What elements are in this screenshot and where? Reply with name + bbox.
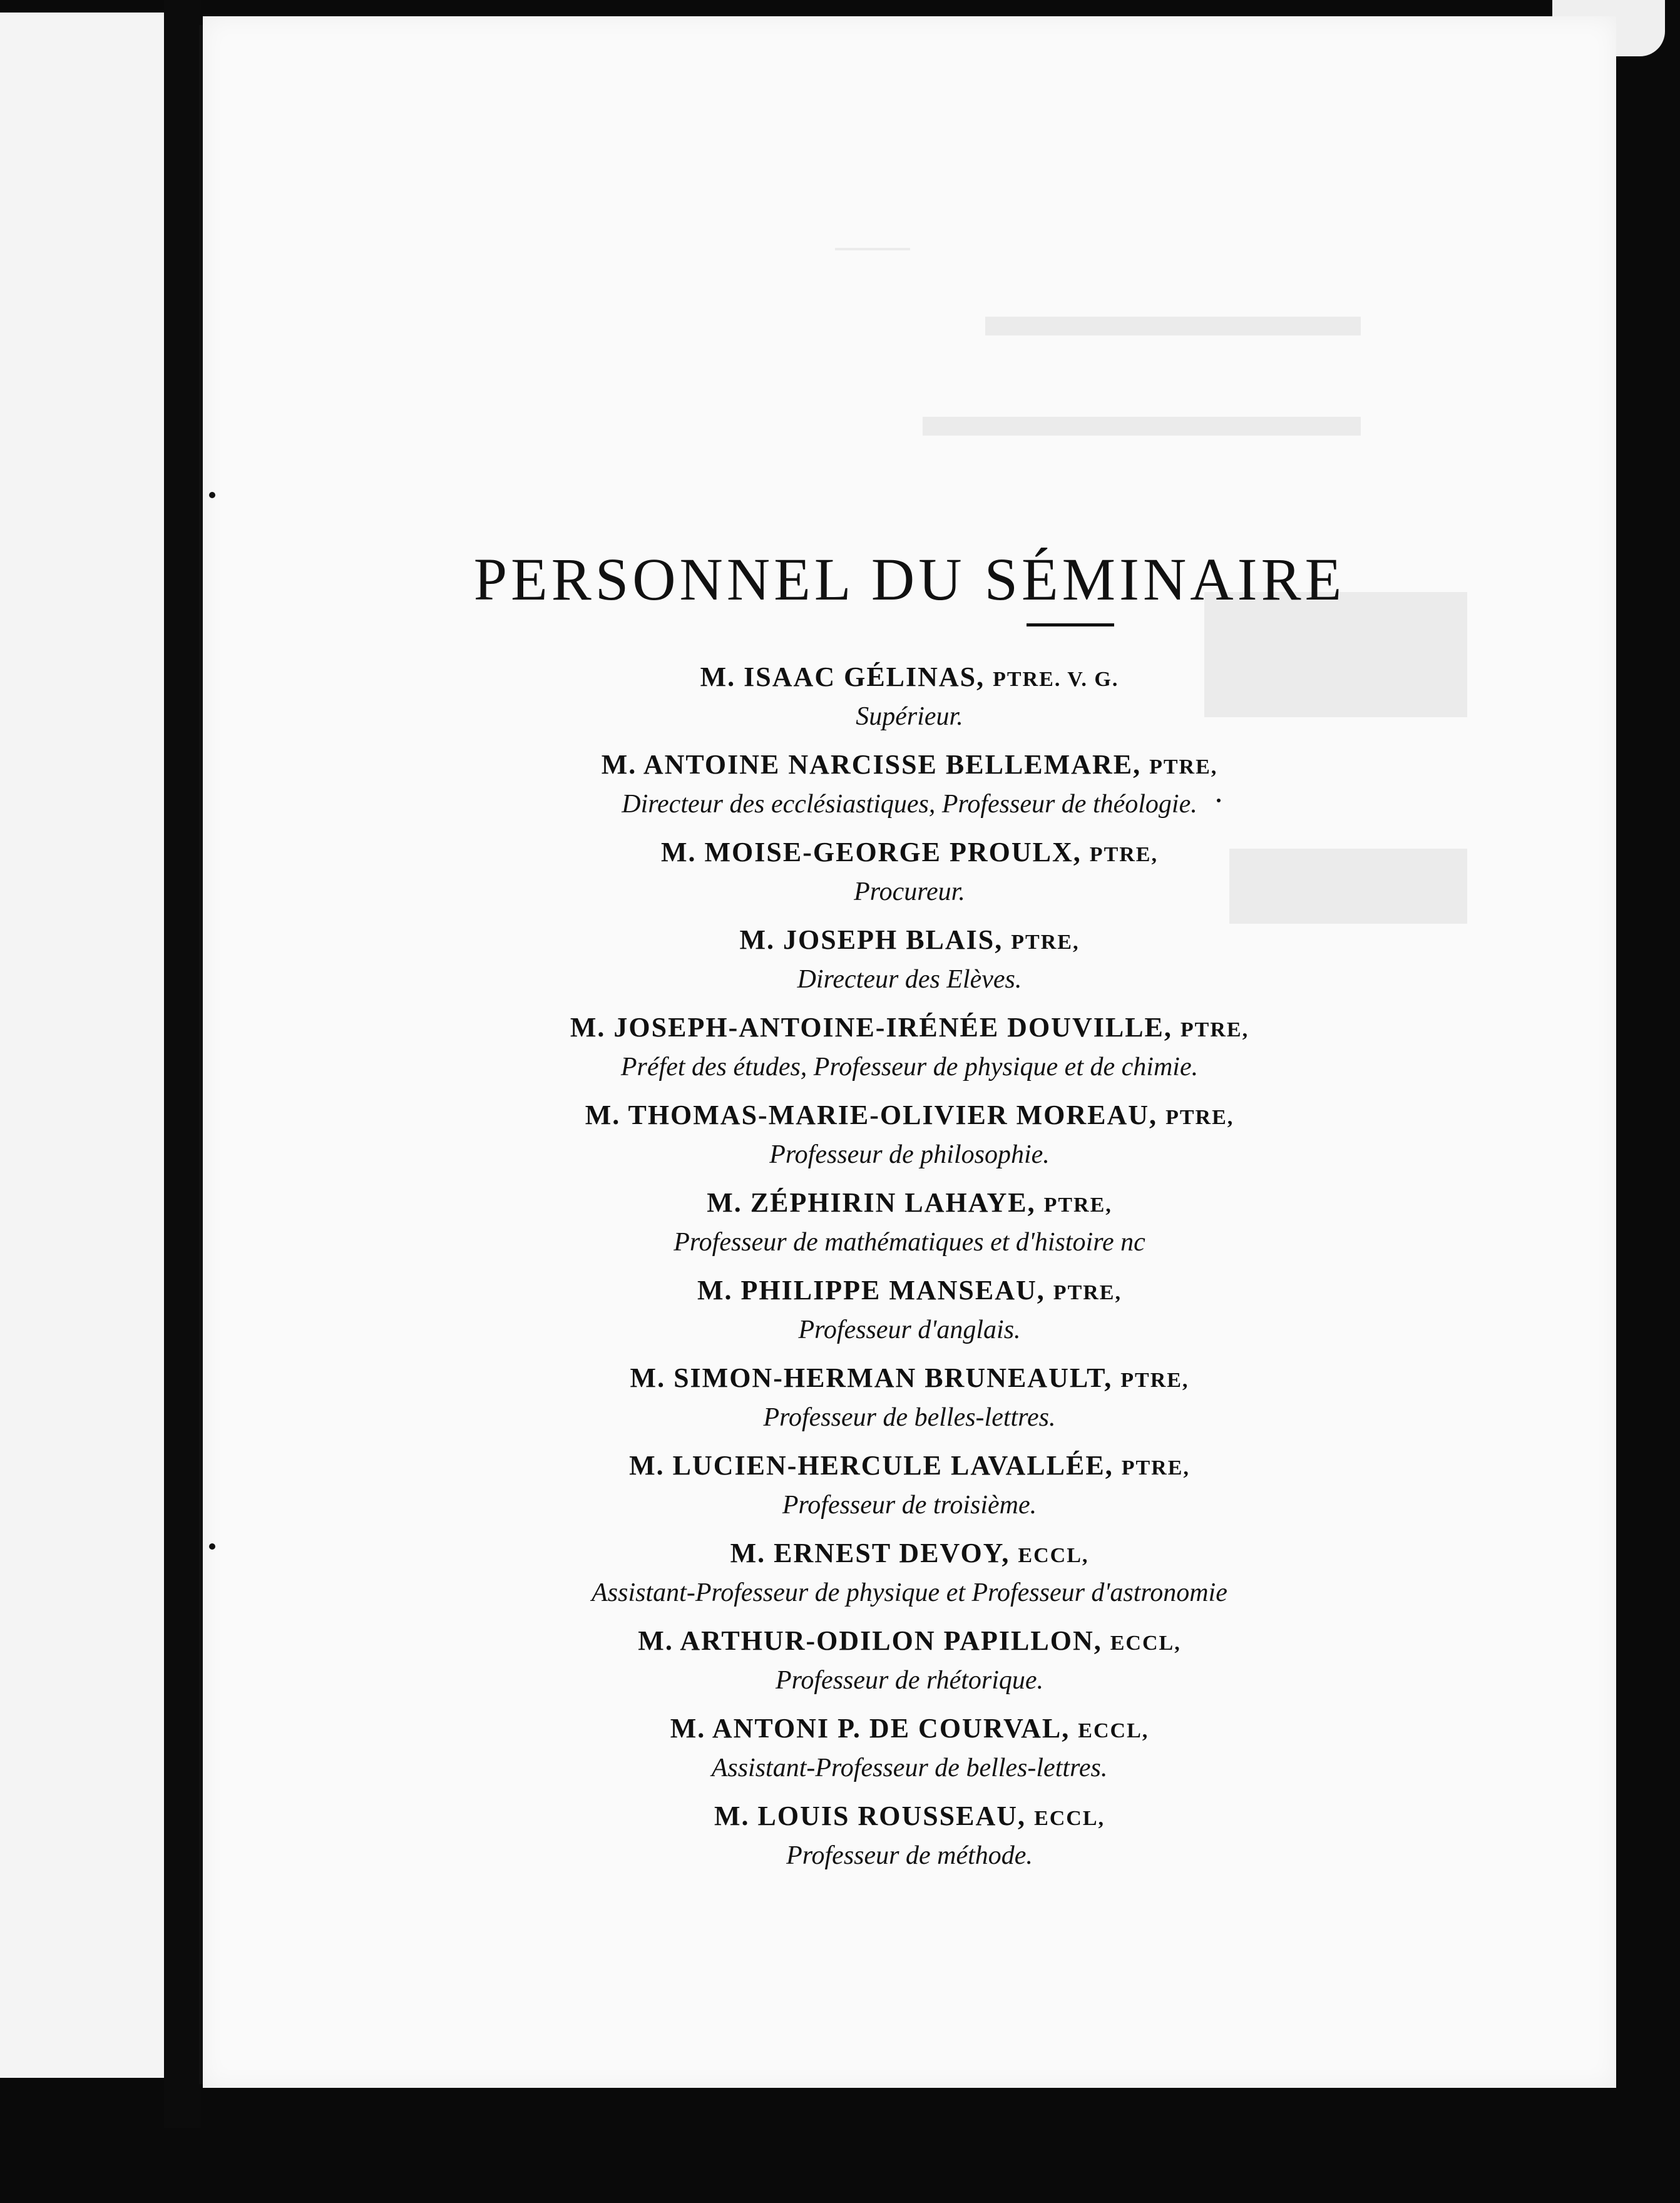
staff-name: M. JOSEPH-ANTOINE-IRÉNÉE DOUVILLE, <box>570 1012 1181 1043</box>
staff-entry <box>203 1537 1616 1608</box>
staff-title: PTRE, <box>1043 1194 1112 1217</box>
staff-entry <box>203 1449 1616 1520</box>
staff-entry <box>203 1274 1616 1345</box>
staff-role: Procureur. <box>854 877 965 906</box>
staff-entry <box>203 1712 1616 1783</box>
staff-role: Directeur des ecclésiastiques, Professeur de théologie. <box>622 790 1197 819</box>
staff-name: M. PHILIPPE MANSEAU, <box>697 1275 1053 1306</box>
staff-role: Professeur de philosophie. <box>769 1140 1050 1169</box>
staff-name: M. ZÉPHIRIN LAHAYE, <box>707 1187 1044 1218</box>
staff-title: PTRE, <box>1053 1281 1122 1304</box>
staff-role: Professeur de méthode. <box>786 1841 1033 1870</box>
staff-title: PTRE, <box>1089 843 1158 866</box>
staff-entry <box>203 1099 1616 1170</box>
document-page <box>203 16 1616 2088</box>
staff-name: M. MOISE-GEORGE PROULX, <box>661 837 1090 867</box>
staff-name: M. LOUIS ROUSSEAU, <box>714 1801 1035 1831</box>
staff-title: ECCL, <box>1034 1807 1105 1830</box>
staff-name: M. ANTOINE NARCISSE BELLEMARE, <box>601 749 1150 780</box>
staff-title: ECCL, <box>1078 1719 1149 1742</box>
staff-role: Professeur de troisième. <box>782 1491 1037 1520</box>
staff-role: Directeur des Elèves. <box>797 965 1022 994</box>
staff-entry <box>203 924 1616 994</box>
staff-role: Assistant-Professeur de belles-lettres. <box>711 1754 1108 1782</box>
staff-title: PTRE, <box>1120 1369 1189 1392</box>
show-through-mark <box>835 248 910 250</box>
staff-role: Professeur de rhétorique. <box>775 1666 1044 1695</box>
staff-entry <box>203 1362 1616 1433</box>
staff-name: M. THOMAS-MARIE-OLIVIER MOREAU, <box>585 1100 1166 1130</box>
staff-title: PTRE. V. G. <box>993 668 1119 691</box>
staff-entry <box>203 661 1616 732</box>
staff-title: PTRE, <box>1149 755 1218 779</box>
staff-entry <box>203 1800 1616 1871</box>
staff-entry <box>203 1011 1616 1082</box>
staff-name: M. ARTHUR-ODILON PAPILLON, <box>638 1625 1110 1656</box>
staff-title: PTRE, <box>1165 1106 1234 1129</box>
staff-title: PTRE, <box>1180 1018 1249 1041</box>
staff-entry <box>203 749 1616 819</box>
staff-role: Professeur de belles-lettres. <box>763 1403 1056 1432</box>
staff-title: ECCL, <box>1110 1632 1181 1655</box>
staff-entry <box>203 1187 1616 1257</box>
staff-role: Assistant-Professeur de physique et Professeur d'astronomie <box>592 1578 1227 1607</box>
staff-entry <box>203 836 1616 907</box>
show-through-mark <box>923 417 1361 436</box>
staff-entry <box>203 1625 1616 1695</box>
facing-page-edge <box>0 13 164 2078</box>
staff-name: M. SIMON-HERMAN BRUNEAULT, <box>630 1362 1121 1393</box>
speck <box>209 492 215 498</box>
book-gutter <box>164 0 200 2128</box>
staff-role: Préfet des études, Professeur de physique et de chimie. <box>620 1053 1199 1081</box>
speck <box>1217 799 1221 802</box>
staff-name: M. LUCIEN-HERCULE LAVALLÉE, <box>629 1450 1122 1481</box>
staff-name: M. ISAAC GÉLINAS, <box>700 662 993 692</box>
staff-name: M. ERNEST DEVOY, <box>730 1538 1018 1568</box>
speck <box>209 1543 215 1550</box>
page-title: PERSONNEL DU SÉMINAIRE <box>473 546 1346 613</box>
staff-role: Professeur de mathématiques et d'histoire nc <box>674 1228 1145 1257</box>
staff-name: M. JOSEPH BLAIS, <box>739 924 1012 955</box>
staff-title: ECCL, <box>1018 1544 1089 1567</box>
show-through-mark <box>985 317 1361 335</box>
staff-name: M. ANTONI P. DE COURVAL, <box>670 1713 1078 1744</box>
staff-role: Supérieur. <box>856 702 963 731</box>
title-rule <box>1027 623 1114 626</box>
staff-role: Professeur d'anglais. <box>798 1316 1021 1344</box>
staff-title: PTRE, <box>1121 1456 1190 1480</box>
staff-title: PTRE, <box>1011 931 1080 954</box>
